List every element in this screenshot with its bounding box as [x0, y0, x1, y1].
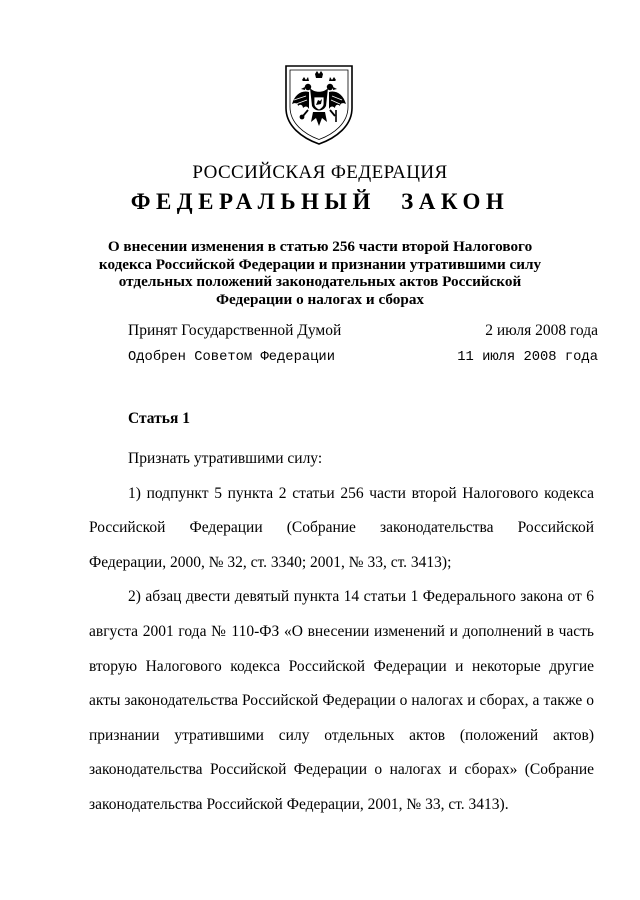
- adoption-council-row: [128, 350, 598, 365]
- law-type-heading: ФЕДЕРАЛЬНЫЙ ЗАКОН: [130, 189, 510, 214]
- adoption-duma-row: [128, 322, 598, 340]
- coat-of-arms-emblem-icon: [276, 60, 362, 146]
- article-paragraph: Признать утратившими силу:: [128, 450, 323, 467]
- article-body: [89, 442, 594, 823]
- council-label: Одобрен Советом Федерации: [128, 350, 335, 365]
- duma-date: 2 июля 2008 года: [485, 322, 598, 339]
- council-date: 11 июля 2008 года: [457, 350, 598, 365]
- article-paragraph: 2) абзац двести девятый пункта 14 статьи 1 Федерального закона от 6 августа 2001 года № 110-ФЗ «О внесении изменений и дополнений в часть вторую Налогового кодекса Российской Федерации и некоторые другие акты законодательства Российской Федерации о налогах и сборах, а также о признании утратившими силу отдельных актов (положений актов) законодательства Российской Федерации о налогах и сборах» (Собрание законодательства Российской Федерации, 2001, № 33, ст. 3413).: [89, 588, 594, 813]
- duma-label: Принят Государственной Думой: [128, 322, 342, 339]
- article-heading: Статья 1: [128, 410, 190, 427]
- country-name: РОССИЙСКАЯ ФЕДЕРАЦИЯ: [192, 162, 448, 183]
- law-title: О внесении изменения в статью 256 части второй Налогового кодекса Российской Федерации и признании утратившими силу отдельных положений законодательных актов Российской Федерации о налогах и сборах: [98, 238, 542, 308]
- article-paragraph: 1) подпункт 5 пункта 2 статьи 256 части второй Налогового кодекса Российской Федерации (Собрание законодательства Российской Федерации, 2000, № 32, ст. 3340; 2001, № 33, ст. 3413);: [89, 484, 594, 571]
